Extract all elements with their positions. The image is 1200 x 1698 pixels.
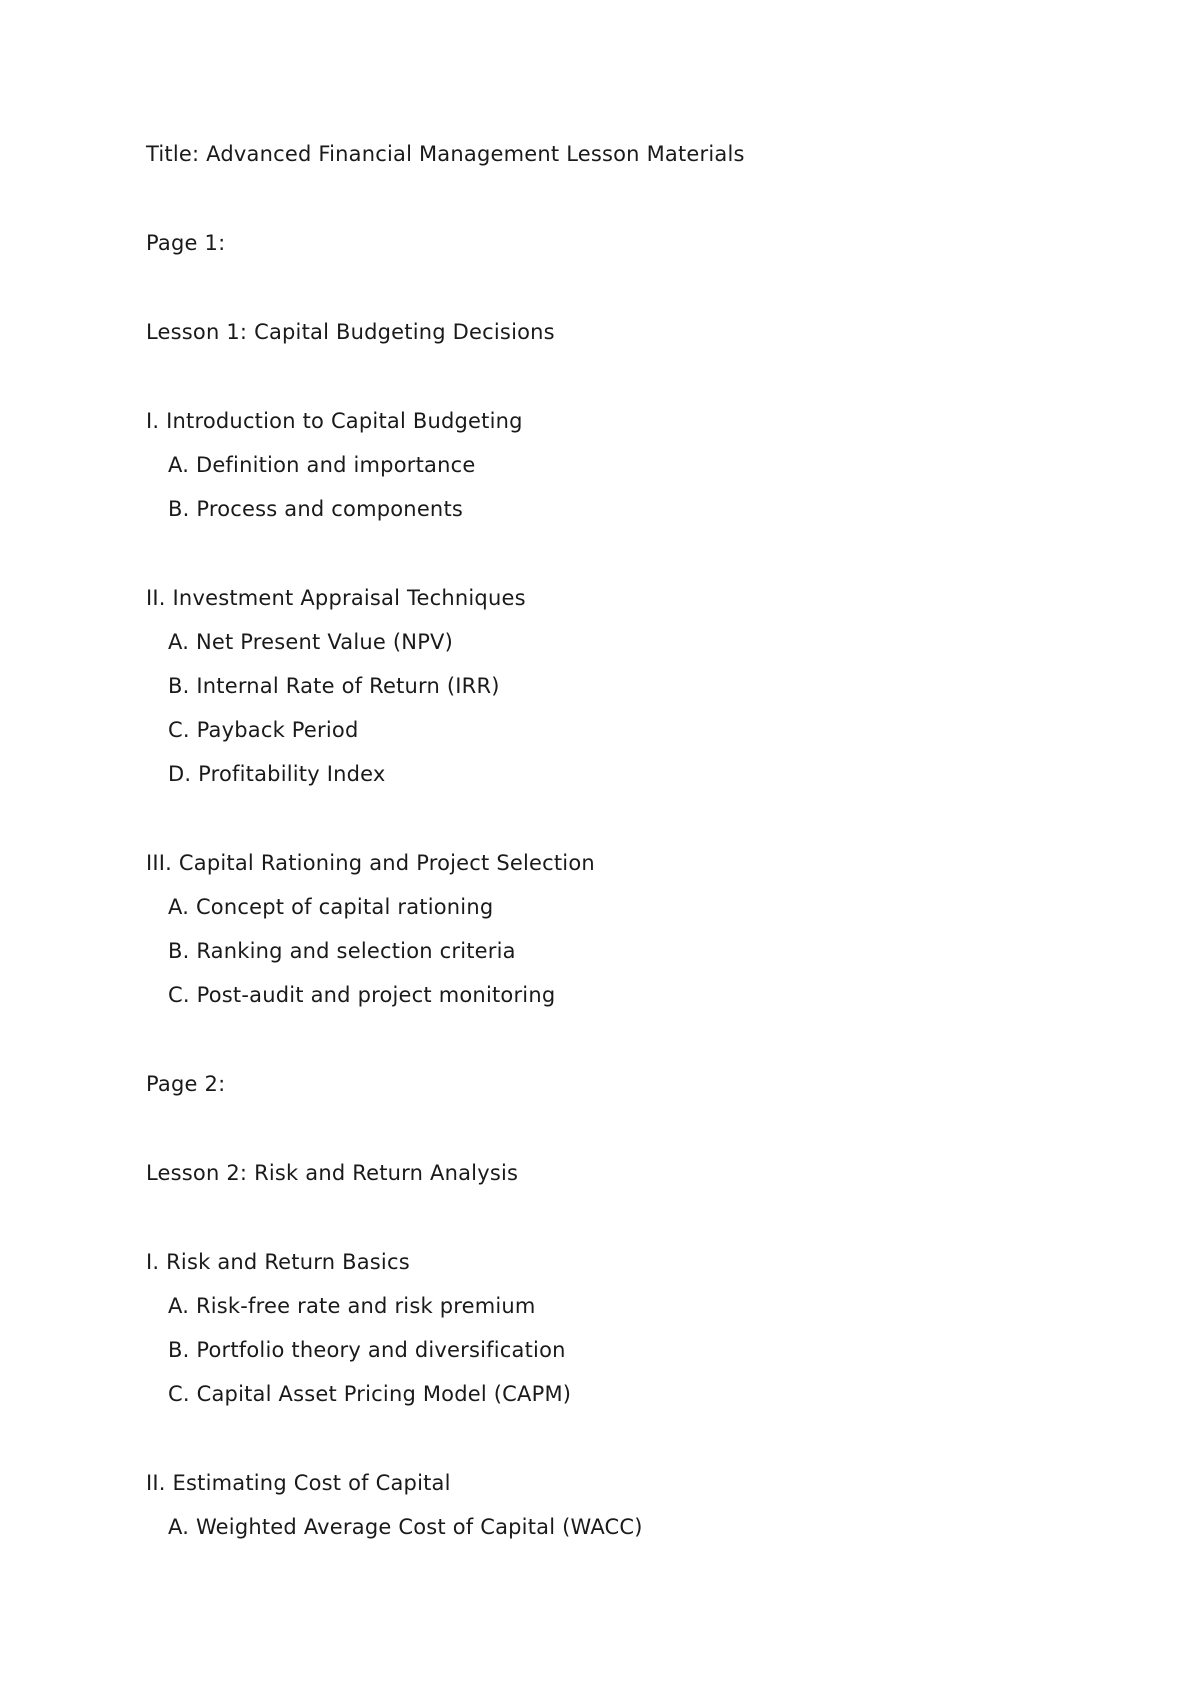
- section-heading: III. Capital Rationing and Project Selection: [146, 851, 595, 875]
- list-item: B. Internal Rate of Return (IRR): [168, 674, 500, 698]
- section-heading: II. Investment Appraisal Techniques: [146, 586, 526, 610]
- page-label-2: Page 2:: [146, 1072, 226, 1096]
- section-heading: I. Risk and Return Basics: [146, 1250, 410, 1274]
- list-item: B. Portfolio theory and diversification: [168, 1338, 566, 1362]
- page-label-1: Page 1:: [146, 231, 226, 255]
- list-item: A. Definition and importance: [168, 453, 476, 477]
- lesson-title: Lesson 1: Capital Budgeting Decisions: [146, 320, 555, 344]
- list-item: D. Profitability Index: [168, 762, 386, 786]
- list-item: A. Weighted Average Cost of Capital (WACC): [168, 1515, 643, 1539]
- list-item: C. Payback Period: [168, 718, 359, 742]
- document-page: [146, 140, 1126, 1542]
- list-item: B. Ranking and selection criteria: [168, 939, 516, 963]
- list-item: A. Net Present Value (NPV): [168, 630, 454, 654]
- list-item: C. Post-audit and project monitoring: [168, 983, 556, 1007]
- list-item: A. Concept of capital rationing: [168, 895, 494, 919]
- section-heading: II. Estimating Cost of Capital: [146, 1471, 451, 1495]
- section-heading: I. Introduction to Capital Budgeting: [146, 409, 523, 433]
- document-title: Title: Advanced Financial Management Lesson Materials: [146, 142, 745, 166]
- list-item: C. Capital Asset Pricing Model (CAPM): [168, 1382, 572, 1406]
- list-item: B. Process and components: [168, 497, 464, 521]
- lesson-title: Lesson 2: Risk and Return Analysis: [146, 1161, 519, 1185]
- list-item: A. Risk-free rate and risk premium: [168, 1294, 536, 1318]
